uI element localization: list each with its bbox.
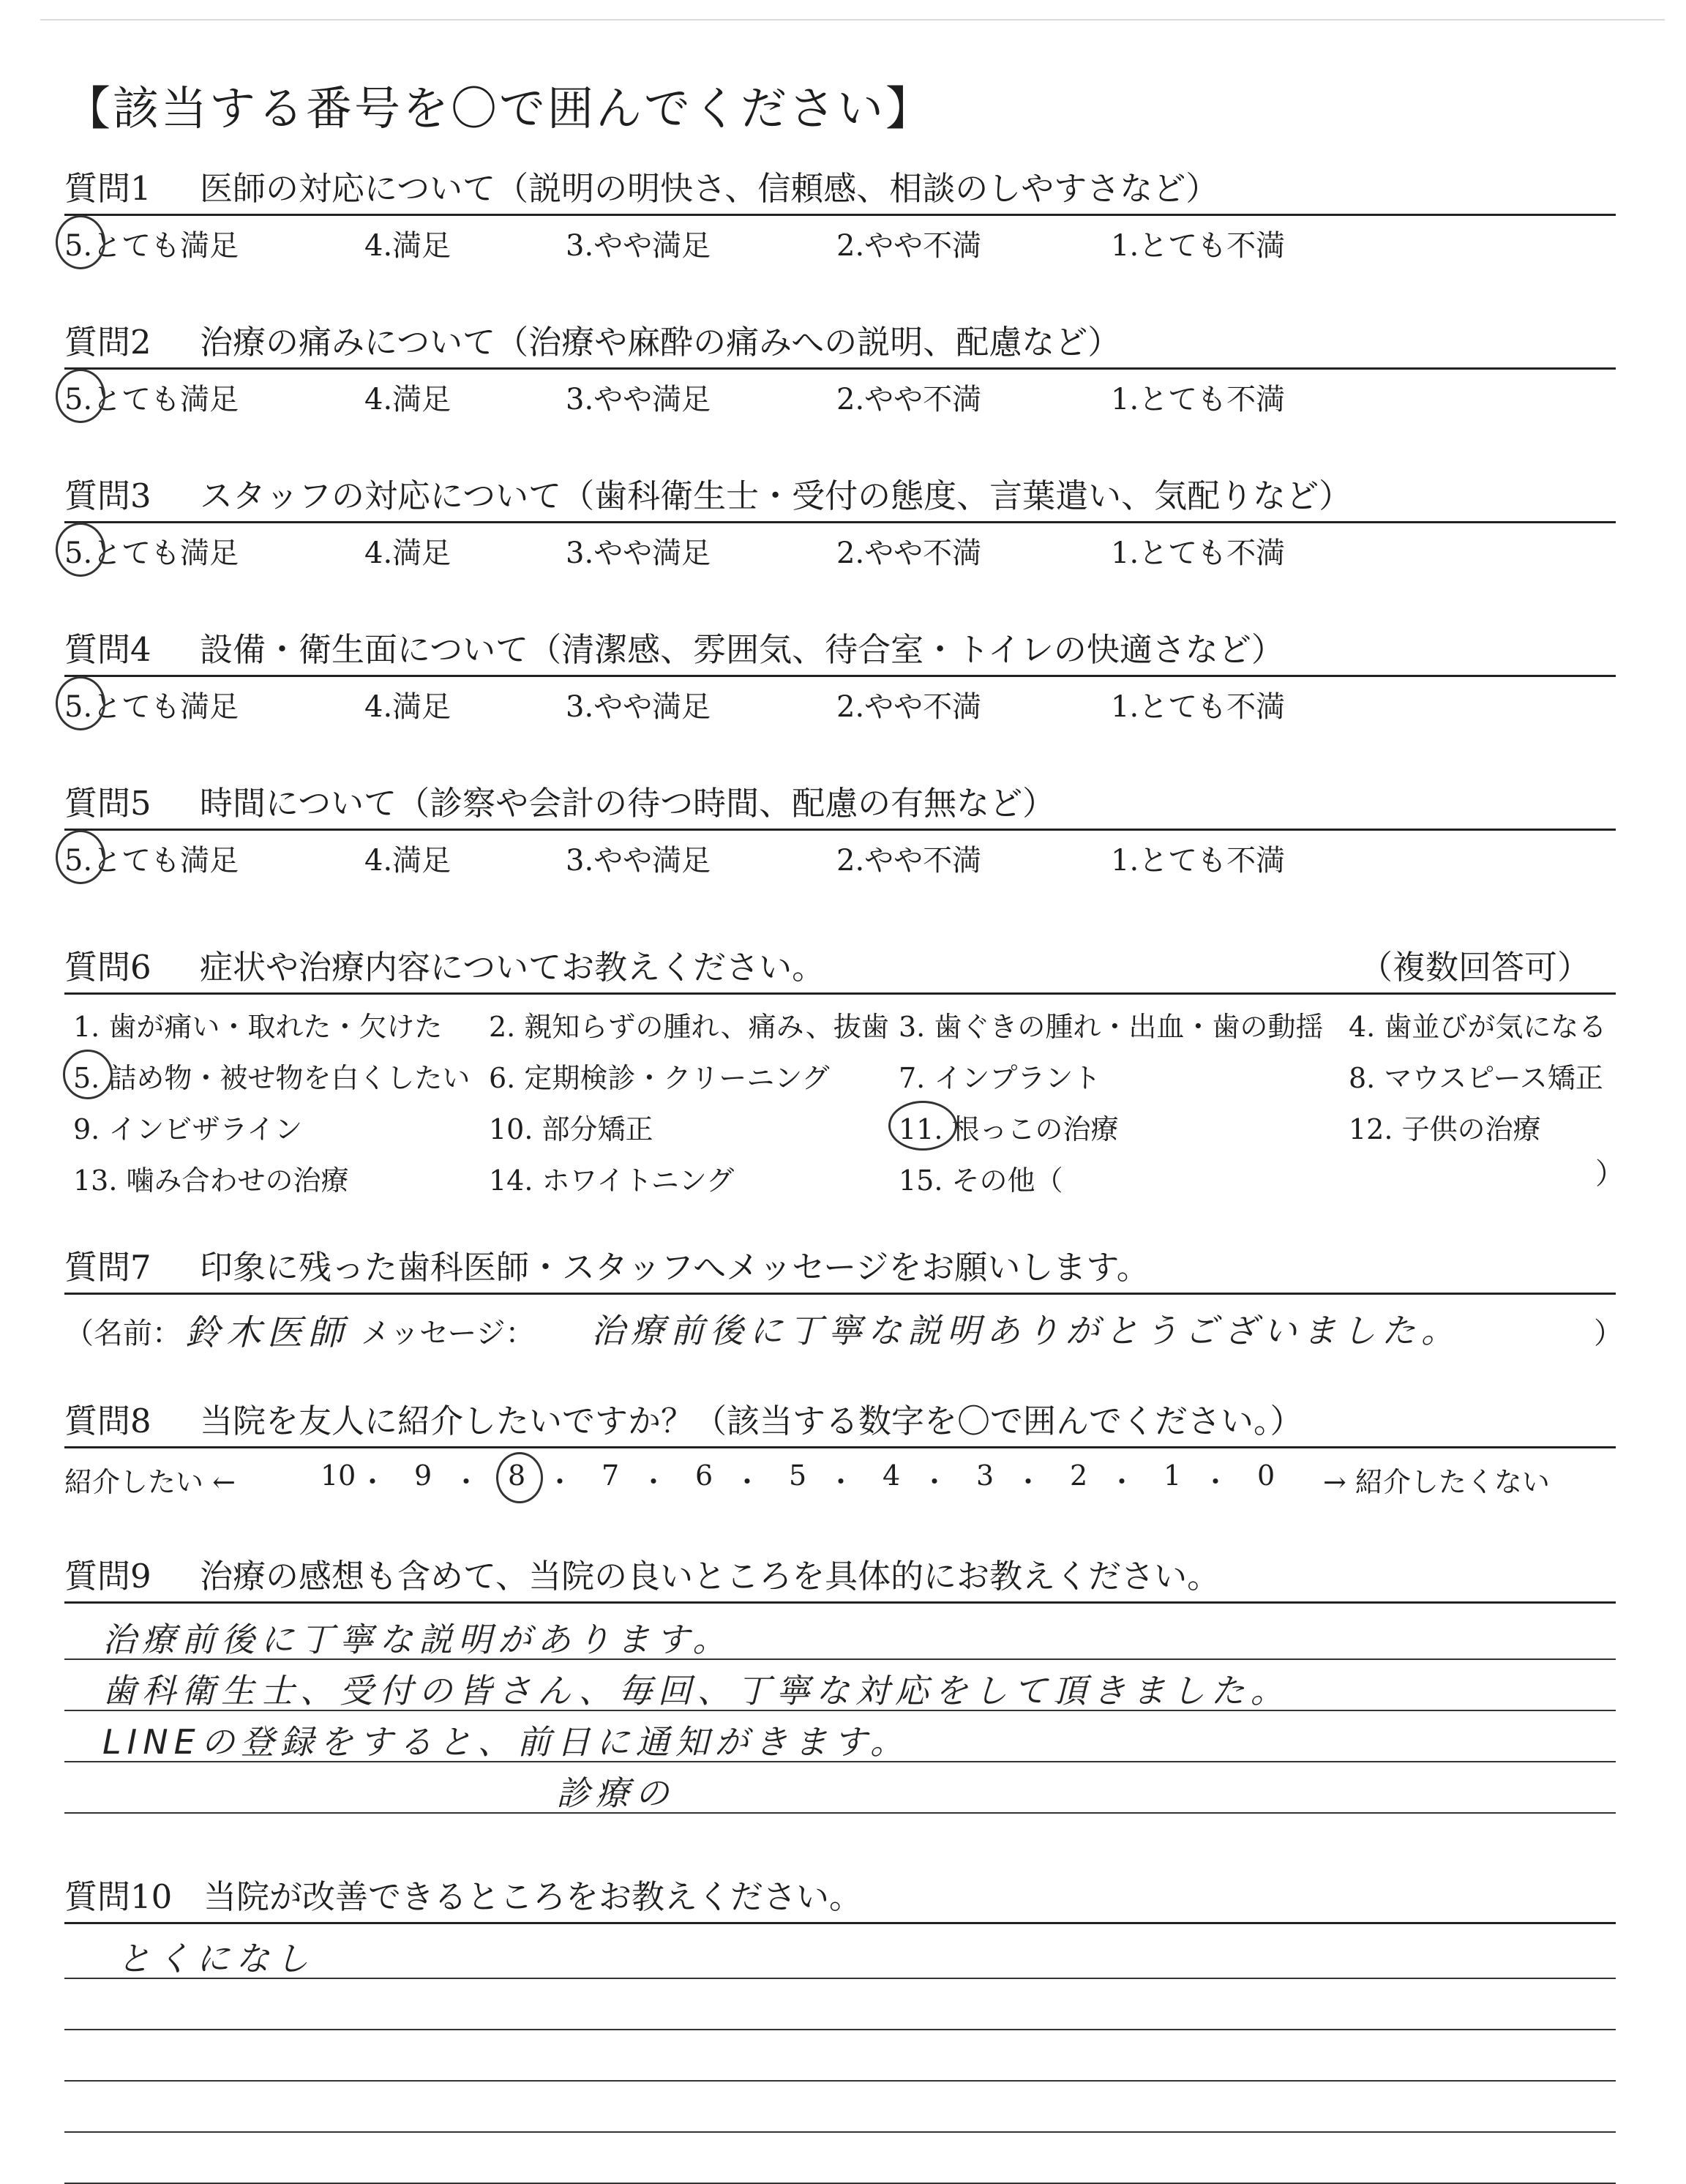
scale-value-2[interactable]: 2 xyxy=(1070,1459,1088,1492)
question-8-header xyxy=(64,1398,1616,1448)
question-10-header xyxy=(64,1874,1616,1924)
recommend-scale xyxy=(64,1459,1616,1503)
question-4-header xyxy=(64,627,1616,677)
rating-option-5[interactable]: 5.とても満足 xyxy=(64,383,239,416)
q6-option-10[interactable]: 10. 部分矯正 xyxy=(489,1113,653,1145)
question-number: 質問2 xyxy=(64,323,151,362)
rating-option-1[interactable]: 1.とても不満 xyxy=(1111,844,1286,878)
scale-left-label: 紹介したい ← xyxy=(64,1466,236,1498)
question-text: 当院が改善できるところをお教えください。 xyxy=(203,1877,863,1916)
scale-dot: ・ xyxy=(733,1466,762,1498)
question-text: 時間について（診察や会計の待つ時間、配慮の有無など） xyxy=(200,784,1056,823)
q6-option-7[interactable]: 7. インプラント xyxy=(899,1062,1101,1094)
question-text: スタッフの対応について（歯科衛生士・受付の態度、言葉遣い、気配りなど） xyxy=(200,476,1352,515)
question-5-header xyxy=(64,780,1616,831)
scale-value-10[interactable]: 10 xyxy=(321,1459,356,1492)
other-close-paren: ） xyxy=(1595,1157,1625,1191)
message-row xyxy=(64,1304,1623,1353)
message-handwritten[interactable]: 治療前後に丁寧な説明ありがとうございました。 xyxy=(591,1311,1461,1350)
rating-option-4[interactable]: 4.満足 xyxy=(364,536,452,570)
rating-option-3[interactable]: 3.やや満足 xyxy=(566,229,711,263)
scale-value-9[interactable]: 9 xyxy=(414,1459,432,1492)
question-number: 質問7 xyxy=(64,1248,151,1287)
rating-option-2[interactable]: 2.やや不満 xyxy=(836,229,982,263)
scale-value-0[interactable]: 0 xyxy=(1257,1459,1275,1492)
scale-value-4[interactable]: 4 xyxy=(883,1459,901,1492)
rating-option-5[interactable]: 5.とても満足 xyxy=(64,229,239,263)
question-6 xyxy=(64,944,1625,1197)
q6-option-15[interactable]: 15. その他（ xyxy=(899,1164,1063,1197)
scale-dot: ・ xyxy=(640,1466,668,1498)
scale-dot: ・ xyxy=(1108,1466,1136,1498)
rating-option-5[interactable]: 5.とても満足 xyxy=(64,536,239,570)
scale-value-8[interactable]: 8 xyxy=(508,1459,526,1492)
question-9 xyxy=(64,1553,1616,1604)
question-text: 症状や治療内容についてお教えください。 xyxy=(200,948,825,987)
rating-option-3[interactable]: 3.やや満足 xyxy=(566,383,711,416)
question-text: 医師の対応について（説明の明快さ、信頼感、相談のしやすさなど） xyxy=(200,169,1219,208)
rating-options xyxy=(64,530,1616,574)
scale-right-label: → 紹介したくない xyxy=(1323,1466,1550,1498)
rating-option-1[interactable]: 1.とても不満 xyxy=(1111,536,1286,570)
answer-rule xyxy=(64,2029,1616,2030)
question-4 xyxy=(64,627,1616,724)
q6-option-3[interactable]: 3. 歯ぐきの腫れ・出血・歯の動揺 xyxy=(899,1011,1324,1043)
question-number: 質問3 xyxy=(64,476,151,515)
rating-option-5[interactable]: 5.とても満足 xyxy=(64,690,239,724)
scale-dot: ・ xyxy=(1202,1466,1230,1498)
question-2 xyxy=(64,319,1616,416)
q6-option-13[interactable]: 13. 噛み合わせの治療 xyxy=(73,1164,349,1197)
question-7 xyxy=(64,1244,1623,1353)
q6-option-4[interactable]: 4. 歯並びが気になる xyxy=(1349,1011,1607,1043)
question-text: 設備・衛生面について（清潔感、雰囲気、待合室・トイレの快適さなど） xyxy=(200,630,1284,669)
scale-value-1[interactable]: 1 xyxy=(1164,1459,1182,1492)
question-7-header xyxy=(64,1244,1616,1295)
scale-value-7[interactable]: 7 xyxy=(602,1459,620,1492)
handwritten-answer-line[interactable]: LINEの登録をすると、前日に通知がきます。 xyxy=(102,1722,910,1762)
rating-option-4[interactable]: 4.満足 xyxy=(364,383,452,416)
q6-option-11[interactable]: 11. 根っこの治療 xyxy=(899,1113,1119,1145)
question-6-header xyxy=(64,944,1616,995)
rating-option-3[interactable]: 3.やや満足 xyxy=(566,844,711,878)
q6-option-1[interactable]: 1. 歯が痛い・取れた・欠けた xyxy=(73,1011,443,1043)
rating-option-4[interactable]: 4.満足 xyxy=(364,690,452,724)
question-number: 質問4 xyxy=(64,630,151,669)
scale-dot: ・ xyxy=(546,1466,574,1498)
scale-value-5[interactable]: 5 xyxy=(789,1459,807,1492)
scale-dot: ・ xyxy=(827,1466,855,1498)
q6-option-5[interactable]: 5. 詰め物・被せ物を白くしたい xyxy=(73,1062,471,1094)
rating-option-4[interactable]: 4.満足 xyxy=(364,844,452,878)
handwritten-answer-line[interactable]: 診療の xyxy=(556,1773,675,1813)
question-number: 質問10 xyxy=(64,1877,173,1916)
scale-dot: ・ xyxy=(359,1466,387,1498)
q6-option-8[interactable]: 8. マウスピース矯正 xyxy=(1349,1062,1603,1094)
message-close-paren: ） xyxy=(1594,1317,1623,1350)
rating-options xyxy=(64,376,1616,420)
question-10 xyxy=(64,1874,1616,1924)
question-number: 質問6 xyxy=(64,948,151,987)
question-text: 治療の感想も含めて、当院の良いところを具体的にお教えください。 xyxy=(200,1557,1221,1596)
question-9-header xyxy=(64,1553,1616,1604)
top-border xyxy=(40,19,1665,20)
rating-options xyxy=(64,684,1616,728)
question-text: 治療の痛みについて（治療や麻酔の痛みへの説明、配慮など） xyxy=(200,323,1121,362)
question-5 xyxy=(64,780,1616,878)
rating-option-2[interactable]: 2.やや不満 xyxy=(836,536,982,570)
scale-value-6[interactable]: 6 xyxy=(695,1459,713,1492)
answer-rule xyxy=(64,1812,1616,1814)
question-number: 質問1 xyxy=(64,169,151,208)
message-label: メッセージ： xyxy=(361,1317,535,1350)
q6-option-14[interactable]: 14. ホワイトニング xyxy=(489,1164,735,1197)
rating-option-2[interactable]: 2.やや不満 xyxy=(836,844,982,878)
scale-dot: ・ xyxy=(1014,1466,1043,1498)
question-3 xyxy=(64,473,1616,570)
page-title: 【該当する番号を〇で囲んでください】 xyxy=(64,82,934,135)
scale-dot: ・ xyxy=(921,1466,949,1498)
name-label: （名前： xyxy=(64,1317,181,1350)
rating-option-3[interactable]: 3.やや満足 xyxy=(566,536,711,570)
scale-dot: ・ xyxy=(452,1466,481,1498)
rating-option-3[interactable]: 3.やや満足 xyxy=(566,690,711,724)
q6-option-9[interactable]: 9. インビザライン xyxy=(73,1113,303,1145)
question-number: 質問9 xyxy=(64,1557,151,1596)
question-3-header xyxy=(64,473,1616,523)
rating-options xyxy=(64,222,1616,266)
handwritten-answer-line[interactable]: とくになし xyxy=(117,1939,315,1978)
question-1-header xyxy=(64,165,1616,216)
question-number: 質問5 xyxy=(64,784,151,823)
rating-option-4[interactable]: 4.満足 xyxy=(364,229,452,263)
question-number: 質問8 xyxy=(64,1402,151,1440)
q6-option-6[interactable]: 6. 定期検診・クリーニング xyxy=(489,1062,830,1094)
question-text: 印象に残った歯科医師・スタッフへメッセージをお願いします。 xyxy=(200,1248,1150,1287)
q6-option-12[interactable]: 12. 子供の治療 xyxy=(1349,1113,1541,1145)
rating-option-2[interactable]: 2.やや不満 xyxy=(836,690,982,724)
scale-value-3[interactable]: 3 xyxy=(976,1459,994,1492)
rating-option-1[interactable]: 1.とても不満 xyxy=(1111,229,1286,263)
question-2-header xyxy=(64,319,1616,370)
handwritten-answer-line[interactable]: 治療前後に丁寧な説明があります。 xyxy=(102,1620,733,1659)
rating-option-1[interactable]: 1.とても不満 xyxy=(1111,690,1286,724)
name-handwritten[interactable]: 鈴木医師 xyxy=(185,1312,350,1353)
question-text: 当院を友人に紹介したいですか？（該当する数字を〇で囲んでください。） xyxy=(200,1402,1303,1440)
rating-option-2[interactable]: 2.やや不満 xyxy=(836,383,982,416)
q6-option-2[interactable]: 2. 親知らずの腫れ、痛み、抜歯 xyxy=(489,1011,889,1043)
rating-options xyxy=(64,837,1616,881)
multiple-answer-note: （複数回答可） xyxy=(1359,948,1590,987)
question-8 xyxy=(64,1398,1616,1498)
answer-rule xyxy=(64,2131,1616,2133)
rating-option-1[interactable]: 1.とても不満 xyxy=(1111,383,1286,416)
handwritten-answer-line[interactable]: 歯科衛生士、受付の皆さん、毎回、丁寧な対応をして頂きました。 xyxy=(102,1671,1290,1710)
answer-rule xyxy=(64,2080,1616,2082)
rating-option-5[interactable]: 5.とても満足 xyxy=(64,844,239,878)
question-1 xyxy=(64,165,1616,263)
